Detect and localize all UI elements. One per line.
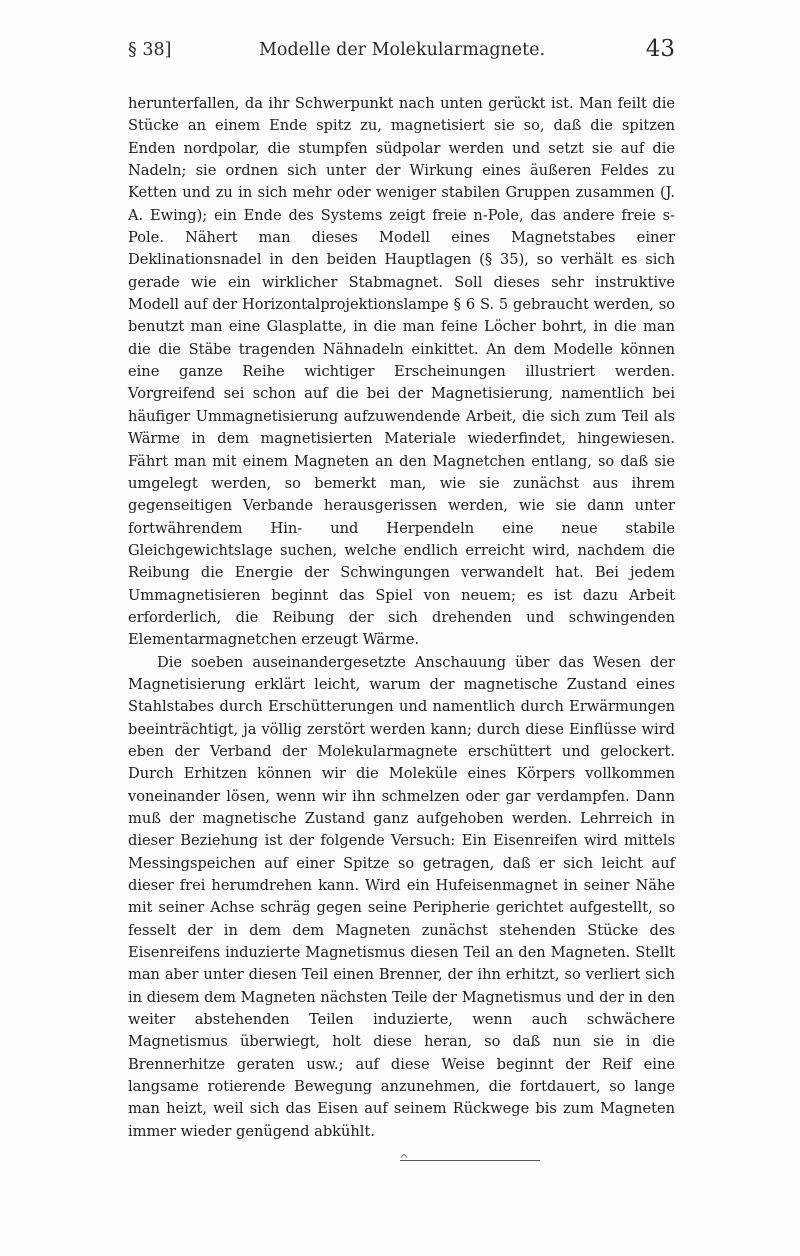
- page-number: 43: [645, 36, 675, 62]
- page-title: Modelle der Molekularmagnete.: [259, 40, 546, 60]
- section-marker: § 38]: [128, 40, 172, 60]
- body-text: [128, 93, 675, 1143]
- print-mark: ^: [399, 1152, 410, 1166]
- end-rule: [400, 1160, 540, 1161]
- paragraph-magnetization: Die soeben auseinandergesetzte Anschauung über das Wesen der Magnetisierung erklärt leicht, warum der magnetische Zustand eines Stahlstabes durch Erschütterungen und namentlich durch Erwärmungen beeinträchtigt, ja völlig zerstört werden kann; durch diese Einflüsse wird eben der Verband der Molekularmagnete erschüttert und gelockert. Durch Erhitzen können wir die Moleküle eines Körpers vollkommen voneinander lösen, wenn wir ihn schmelzen oder gar verdampfen. Dann muß der magnetische Zustand ganz aufgehoben werden. Lehrreich in dieser Beziehung ist der folgende Versuch: Ein Eisenreifen wird mittels Messingspeichen auf einer Spitze so getragen, daß er sich leicht auf dieser frei herumdrehen kann. Wird ein Hufeisenmagnet in seiner Nähe mit seiner Achse schräg gegen seine Peripherie gerichtet aufgestellt, so fesselt der in dem dem Magneten zunächst stehenden Stücke des Eisenreifens induzierte Magnetismus diesen Teil an den Magneten. Stellt man aber unter diesen Teil einen Brenner, der ihn erhitzt, so verliert sich in diesem dem Magneten nächsten Teile der Magnetismus und der in den weiter abstehenden Teilen induzierte, wenn auch schwächere Magnetismus überwiegt, holt diese heran, so daß nun sie in die Brennerhitze geraten usw.; auf diese Weise beginnt der Reif eine langsame rotierende Bewegung anzunehmen, die fortdauert, so lange man heizt, weil sich das Eisen auf seinem Rückwege bis zum Magneten immer wieder genügend abkühlt.: [128, 653, 675, 1140]
- running-head: [128, 36, 675, 70]
- paragraph-continuation: herunterfallen, da ihr Schwerpunkt nach unten gerückt ist. Man feilt die Stücke an einem Ende spitz zu, magnetisiert sie so, daß die spitzen Enden nordpolar, die stumpfen südpolar werden und setzt sie auf die Nadeln; sie ordnen sich unter der Wirkung eines äußeren Feldes zu Ketten und zu in sich mehr oder weniger stabilen Gruppen zusammen (J. A. Ewing); ein Ende des Systems zeigt freie n-Pole, das andere freie s-Pole. Nähert man dieses Modell eines Magnetstabes einer Deklinationsnadel in den beiden Hauptlagen (§ 35), so verhält es sich gerade wie ein wirklicher Stabmagnet. Soll dieses sehr instruktive Modell auf der Horizontalprojektionslampe § 6 S. 5 gebraucht werden, so benutzt man eine Glasplatte, in die man feine Löcher bohrt, in die man die die Stäbe tragenden Nähnadeln einkittet. An dem Modelle können eine ganze Reihe wichtiger Erscheinungen illustriert werden. Vorgreifend sei schon auf die bei der Magnetisierung, namentlich bei häufiger Ummagnetisierung aufzuwendende Arbeit, die sich zum Teil als Wärme in dem magnetisierten Materiale wiederfindet, hingewiesen. Fährt man mit einem Magneten an den Magnetchen entlang, so daß sie umgelegt werden, so bemerkt man, wie sie zunächst aus ihrem gegenseitigen Verbande herausgerissen werden, wie sie dann unter fortwährendem Hin- und Herpendeln eine neue stabile Gleichgewichtslage suchen, welche endlich erreicht wird, nachdem die Reibung die Energie der Schwingungen verwandelt hat. Bei jedem Ummagnetisieren beginnt das Spiel von neuem; es ist dazu Arbeit erforderlich, die Reibung der sich drehenden und schwingenden Elementarmagnetchen erzeugt Wärme.: [128, 95, 675, 649]
